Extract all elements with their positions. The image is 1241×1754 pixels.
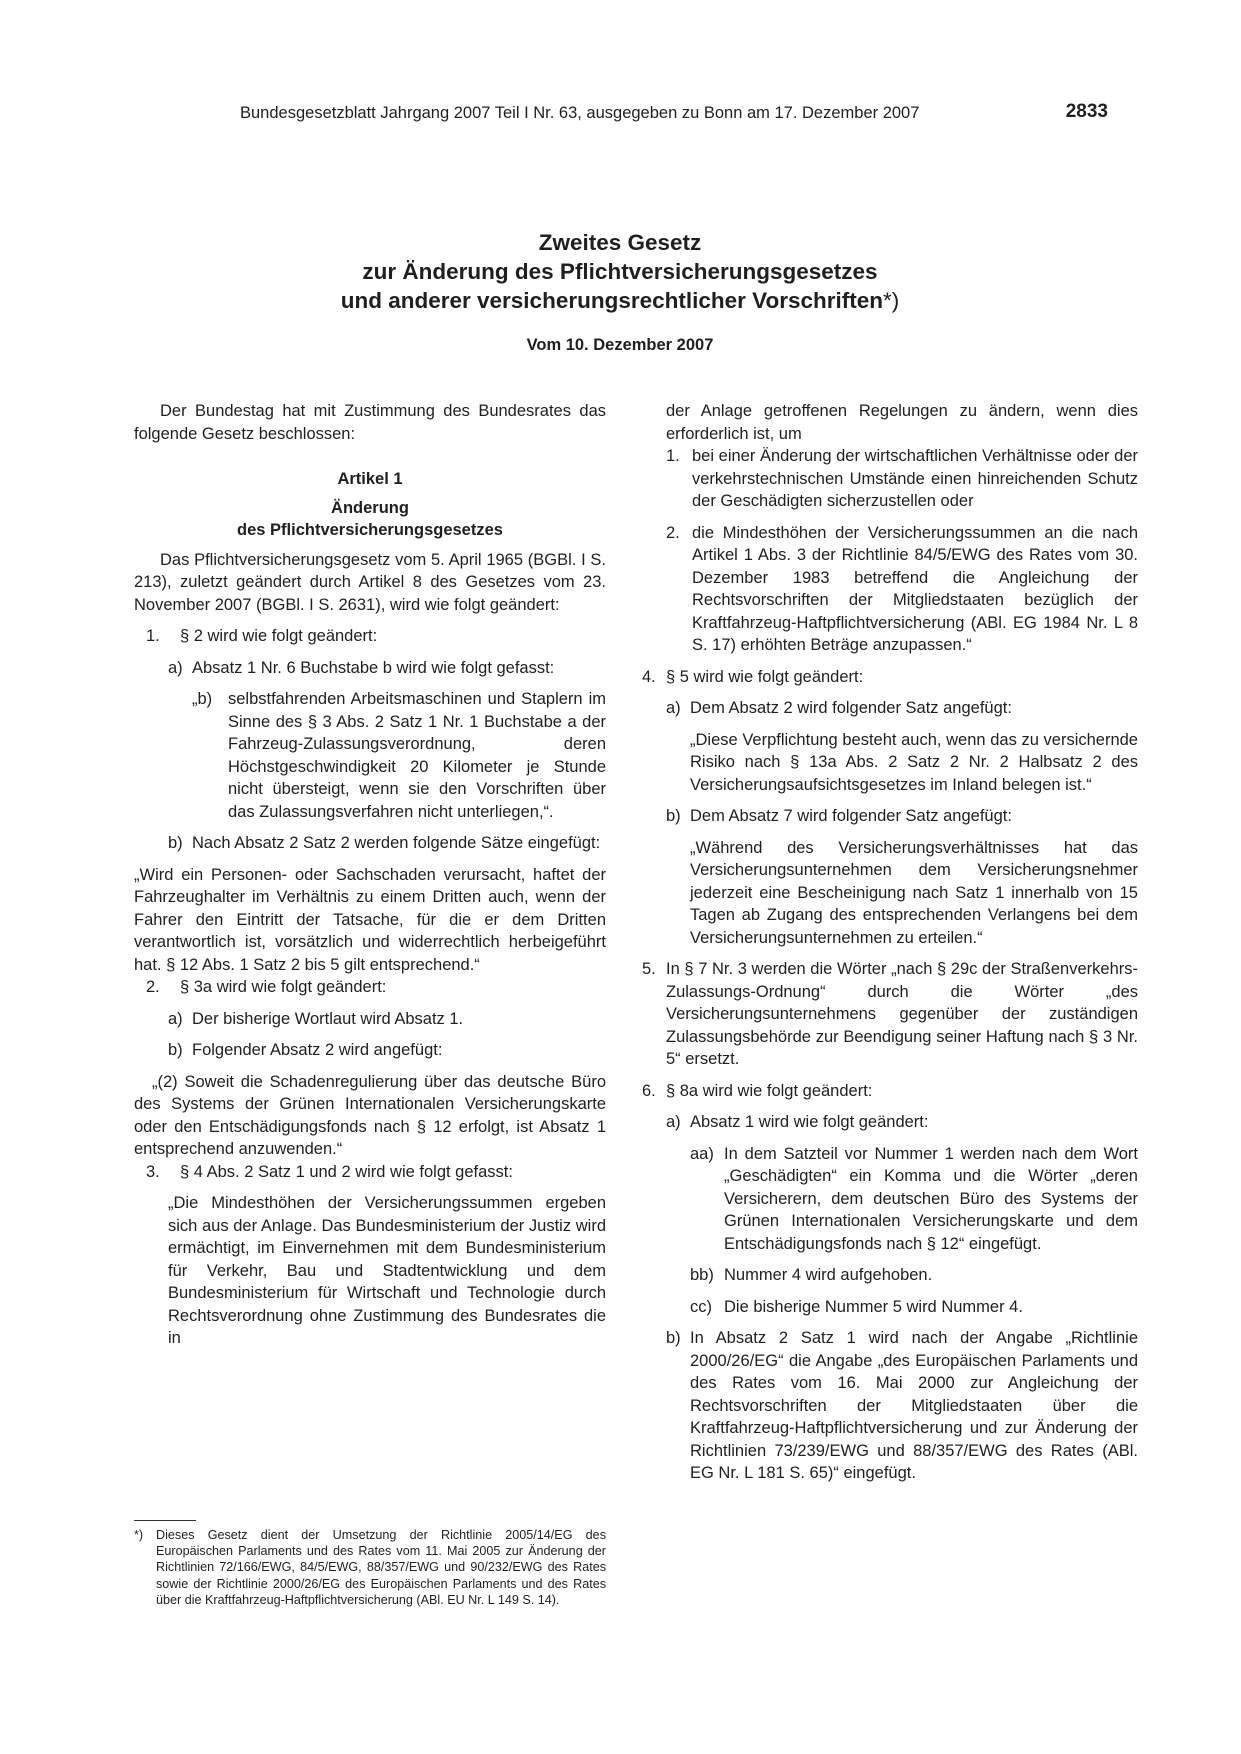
item-text: selbstfahrenden Arbeitsmaschinen und Staplern im Sinne des § 3 Abs. 2 Satz 1 Nr. 1 Buchstabe a der Fahrzeug-Zulassungsverordnung, deren Höchstgeschwindigkeit 20 Kilometer je Stunde nicht übersteigt, wenn sie den Vorschriften über das Zulassungsverfahren nicht unterliegen,“. xyxy=(228,690,606,821)
list-item xyxy=(666,1327,1138,1485)
item-text: § 2 wird wie folgt geändert: xyxy=(180,627,378,645)
item-label: 3. xyxy=(146,1162,160,1181)
item-label: b) xyxy=(666,1329,681,1347)
list-item xyxy=(134,625,606,648)
running-head-text: Bundesgesetzblatt Jahrgang 2007 Teil I Nr. 63, ausgegeben zu Bonn am 17. Dezember 2007 xyxy=(240,104,920,122)
list-item xyxy=(134,1161,606,1184)
item-label: b) xyxy=(168,834,183,852)
list-item xyxy=(134,976,606,999)
item-label: aa) xyxy=(690,1144,714,1163)
list-item xyxy=(642,958,1138,1071)
title-line-2: zur Änderung des Pflichtversicherungsgesetzes xyxy=(362,259,878,284)
item-label: „b) xyxy=(192,690,213,708)
item-label: a) xyxy=(168,658,183,677)
item-label: 2. xyxy=(146,978,160,996)
continued-text: der Anlage getroffenen Regelungen zu ändern, wenn dies erforderlich ist, um xyxy=(666,402,1138,443)
item-text: § 3a wird wie folgt geändert: xyxy=(180,978,387,996)
preamble: Der Bundestag hat mit Zustimmung des Bundesrates das folgende Gesetz beschlossen: xyxy=(134,402,606,443)
list-item xyxy=(168,832,606,855)
list-item xyxy=(690,1264,1138,1287)
item-text: Absatz 1 wird wie folgt geändert: xyxy=(690,1113,929,1131)
quoted-text: „(2) Soweit die Schadenregulierung über das deutsche Büro des Systems der Grünen Internationalen Versicherungskarte oder den Entschädigungsfonds nach § 12 erfolgt, ist Absatz 1 entsprechend anzuwenden.“ xyxy=(134,1072,606,1158)
law-title xyxy=(270,228,970,315)
list-item xyxy=(642,1080,1138,1103)
list-item xyxy=(642,666,1138,689)
quoted-text: „Die Mindesthöhen der Versicherungssummen ergeben sich aus der Anlage. Das Bundesministerium der Justiz wird ermächtigt, im Einvernehmen mit dem Bundesministerium für Verkehr, Bau und Stadtentwicklung und dem Bundesministerium für Wirtschaft und Technologie durch Rechtsverordnung ohne Zustimmung des Bundesrates die in xyxy=(168,1194,606,1347)
list-item xyxy=(666,805,1138,828)
item-text: Absatz 1 Nr. 6 Buchstabe b wird wie folgt gefasst: xyxy=(192,658,555,677)
item-text: § 8a wird wie folgt geändert: xyxy=(666,1081,873,1100)
title-line-3-text: und anderer versicherungsrechtlicher Vorschriften xyxy=(340,288,883,313)
footnote-text: Dieses Gesetz dient der Umsetzung der Richtlinie 2005/14/EG des Europäischen Parlaments und des Rates vom 11. Mai 2005 zur Änderung der Richtlinien 72/166/EWG, 84/5/EWG, 88/357/EWG und 90/232/EWG des Rates sowie der Richtlinie 2000/26/EG des Europäischen Parlaments und des Rates über die Kraftfahrzeug-Haftpflichtversicherung (ABl. EU Nr. L 149 S. 14). xyxy=(156,1528,606,1607)
article-subtitle-2: des Pflichtversicherungsgesetzes xyxy=(237,521,503,539)
item-label: 4. xyxy=(642,667,656,686)
list-item xyxy=(666,1111,1138,1134)
right-column xyxy=(642,400,1138,1494)
item-label: b) xyxy=(168,1041,183,1059)
item-text: In § 7 Nr. 3 werden die Wörter „nach § 29c der Straßenverkehrs-Zulassungs-Ordnung“ durch die Wörter „des Versicherungsunternehmens gegenüber der zuständigen Zulassungsbehörde zur Beendigung seiner Haftung nach § 3 Nr. 5“ ersetzt. xyxy=(666,960,1138,1068)
item-text: In Absatz 2 Satz 1 wird nach der Angabe „Richtlinie 2000/26/EG“ die Angabe „des Europäischen Parlaments und des Rates vom 16. Mai 2000 zur Angleichung der Rechtsvorschriften der Mitgliedstaaten über die Kraftfahrzeug-Haftpflichtversicherung und zur Änderung der Richtlinien 73/239/EWG und 88/357/EWG des Rates (ABl. EG Nr. L 181 S. 65)“ eingefügt. xyxy=(690,1329,1138,1482)
list-item xyxy=(666,445,1138,513)
item-text: die Mindesthöhen der Versicherungssummen an die nach Artikel 1 Abs. 3 der Richtlinie 84/5/EWG des Rates vom 30. Dezember 1983 betreffend die Angleichung der Rechtsvorschriften der Mitgliedstaaten bezüglich der Kraftfahrzeug-Haftpflichtversicherung (ABl. EG 1984 Nr. L 8 S. 17) erhöhten Beträge anzupassen.“ xyxy=(692,523,1138,654)
item-text: In dem Satzteil vor Nummer 1 werden nach dem Wort „Geschädigten“ ein Komma und die Wörter „deren Versicherern, dem deutschen Büro des Systems der Grünen Internationalen Versicherungskarte und dem Entschädigungsfonds nach § 12“ eingefügt. xyxy=(724,1144,1138,1253)
item-label: cc) xyxy=(690,1297,712,1316)
list-item xyxy=(690,1143,1138,1256)
item-text: Nummer 4 wird aufgehoben. xyxy=(724,1266,933,1284)
list-item xyxy=(666,697,1138,720)
title-line-3 xyxy=(270,286,970,315)
item-text: Dem Absatz 2 wird folgender Satz angefügt: xyxy=(690,699,1012,717)
quoted-text: „Wird ein Personen- oder Sachschaden verursacht, haftet der Fahrzeughalter im Verhältnis zu einem Dritten auch, wenn der Fahrer den Eintritt der Tatsache, für die er dem Dritten verantwortlich ist, vorsätzlich und widerrechtlich herbeigeführt hat. § 12 Abs. 1 Satz 2 bis 5 gilt entsprechend.“ xyxy=(134,865,606,974)
list-item xyxy=(690,1296,1138,1319)
item-text: Folgender Absatz 2 wird angefügt: xyxy=(192,1041,443,1059)
item-text: Nach Absatz 2 Satz 2 werden folgende Sätze eingefügt: xyxy=(192,834,601,852)
page-number: 2833 xyxy=(1065,101,1108,122)
item-text: § 4 Abs. 2 Satz 1 und 2 wird wie folgt gefasst: xyxy=(180,1162,513,1181)
footnote xyxy=(134,1527,606,1608)
list-item xyxy=(192,688,606,823)
left-column xyxy=(134,400,606,1350)
list-item xyxy=(168,1039,606,1062)
quoted-text: „Während des Versicherungsverhältnisses hat das Versicherungsunternehmen dem Versicherungsnehmer jederzeit eine Bescheinigung nach Satz 1 innerhalb von 15 Tagen ab Zugang des entsprechenden Verlangens bei dem Versicherungsunternehmen zu erteilen.“ xyxy=(690,838,1138,947)
footnote-divider xyxy=(134,1520,196,1521)
item-text: bei einer Änderung der wirtschaftlichen Verhältnisse oder der verkehrstechnischen Umstände einen hinreichenden Schutz der Geschädigten sicherzustellen oder xyxy=(692,447,1138,510)
item-label: a) xyxy=(666,1113,681,1131)
article-subtitle-1: Änderung xyxy=(331,498,409,517)
list-item xyxy=(666,522,1138,657)
title-line-1: Zweites Gesetz xyxy=(538,230,702,255)
running-head xyxy=(240,102,1108,124)
article-intro: Das Pflichtversicherungsgesetz vom 5. April 1965 (BGBl. I S. 213), zuletzt geändert durch Artikel 8 des Gesetzes vom 23. November 2007 (BGBl. I S. 2631), wird wie folgt geändert: xyxy=(134,550,606,614)
item-label: 6. xyxy=(642,1081,656,1100)
list-item xyxy=(168,657,606,680)
item-label: b) xyxy=(666,807,681,825)
item-label: bb) xyxy=(690,1266,714,1284)
item-label: 1. xyxy=(146,627,160,645)
footnote-mark: *) xyxy=(883,288,900,313)
quoted-text: „Diese Verpflichtung besteht auch, wenn das zu versichernde Risiko nach § 13a Abs. 2 Satz 2 Nr. 2 Halbsatz 2 des Versicherungsaufsichtsgesetzes im Inland belegen ist.“ xyxy=(690,730,1138,794)
item-label: 1. xyxy=(666,447,680,465)
item-text: § 5 wird wie folgt geändert: xyxy=(666,667,864,686)
item-label: a) xyxy=(168,1009,183,1028)
law-date: Vom 10. Dezember 2007 xyxy=(526,336,714,354)
item-label: 2. xyxy=(666,523,680,542)
item-text: Die bisherige Nummer 5 wird Nummer 4. xyxy=(724,1297,1023,1316)
item-label: 5. xyxy=(642,960,656,978)
item-text: Dem Absatz 7 wird folgender Satz angefügt: xyxy=(690,807,1012,825)
item-text: Der bisherige Wortlaut wird Absatz 1. xyxy=(192,1009,464,1028)
item-label: a) xyxy=(666,699,681,717)
list-item xyxy=(168,1008,606,1031)
footnote-label: *) xyxy=(134,1528,144,1542)
article-heading: Artikel 1 xyxy=(337,470,403,488)
